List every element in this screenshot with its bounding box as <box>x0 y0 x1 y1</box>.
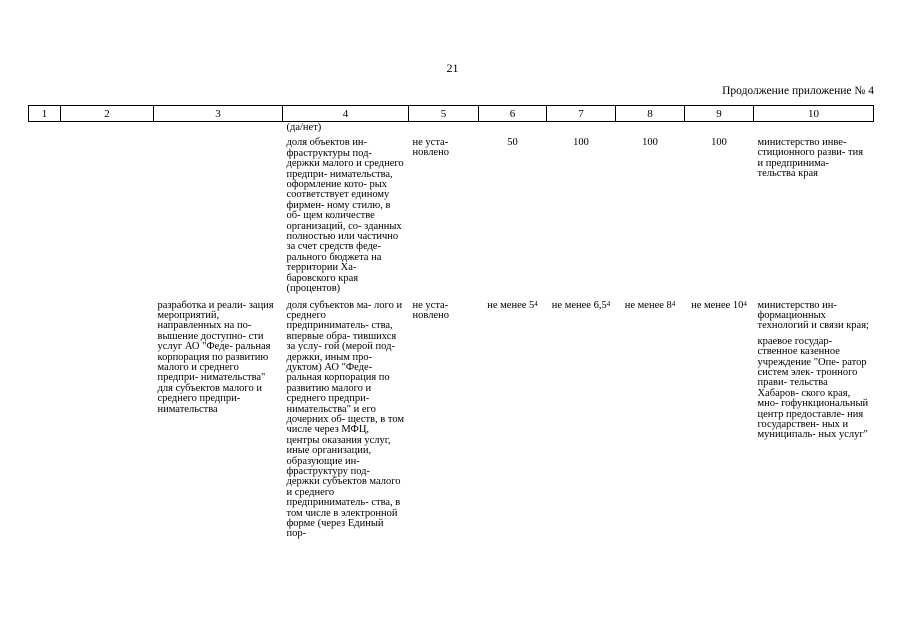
target-value-cell: 100 <box>642 137 658 148</box>
table-row <box>29 301 874 540</box>
column-number-row <box>29 106 874 122</box>
indicator-carry-text: (да/нет) <box>286 122 322 133</box>
responsible-text: министерство ин- формационных технологий и связи края; <box>757 299 869 332</box>
column-header: 5 <box>409 106 479 122</box>
measure-cell: разработка и реали- зация мероприятий, направленных на по- вышение доступно- сти услуг АО "Феде- ральная корпорация по развитию малого и среднего предпри- нимательства" для субъектов малого и среднего предпри- нимательства <box>157 299 274 415</box>
column-header: 4 <box>283 106 409 122</box>
indicator-cell: доля субъектов ма- лого и среднего предприниматель- ства, впервые обра- тившихся за услу- гой (мерой под- держки, иным про- дуктом) АО "Феде- ральная корпорация по развитию малого и среднего предпри- нимательства" и его дочерних об- ществ, в том числе через МФЦ, центры оказания услуг, иные организации, образующие ин- фраструктуру под- держки субъектов малого и среднего предприниматель- ства, в том числе в электронной форме (через Единый пор- <box>286 299 405 540</box>
column-header: 8 <box>616 106 685 122</box>
indicator-text: доля объектов ин- фраструктуры под- держки малого и среднего предпри- нимательства, оформление кото- рых соответствует единому фирмен- ному стилю, в об- щем количестве организаций, со- зданных полностью или частично за счет средств феде- рального бюджета на территории Ха- баровского края (процентов) <box>286 137 404 295</box>
responsible-text: краевое государ- ственное казенное учреждение "Опе- ратор систем элек- тронного прави- тельства Хабаров- ского края, мно- гофункциональный центр предоставле- ния государствен- ных и муниципаль- ных услуг" <box>757 335 869 441</box>
target-value-cell: не менее $10^4$ <box>691 299 747 311</box>
target-value-cell: не менее $5^4$ <box>487 299 538 311</box>
page-number: 21 <box>446 61 459 75</box>
column-header: 6 <box>479 106 547 122</box>
target-value-cell: 50 <box>507 137 518 148</box>
target-value-cell: не менее $6,5^4$ <box>551 299 611 311</box>
column-header: 3 <box>154 106 283 122</box>
target-value-cell: 100 <box>711 137 727 148</box>
column-header: 2 <box>61 106 154 122</box>
indicator-cell <box>283 122 409 295</box>
column-header: 7 <box>547 106 616 122</box>
target-value-cell: не менее $8^4$ <box>624 299 676 311</box>
column-header: 9 <box>685 106 754 122</box>
responsible-cell <box>754 301 874 540</box>
column-header: 10 <box>754 106 874 122</box>
base-value-cell: не уста- новлено <box>412 299 449 321</box>
column-header: 1 <box>29 106 61 122</box>
responsible-cell: министерство инве- стиционного разви- тия и предпринима- тельства края <box>757 137 864 180</box>
continuation-caption: Продолжение приложение № 4 <box>722 85 874 97</box>
target-value-cell: 100 <box>573 137 589 148</box>
table-row <box>29 122 874 295</box>
base-value-cell: не уста- новлено <box>412 137 449 159</box>
appendix-table <box>28 105 874 540</box>
